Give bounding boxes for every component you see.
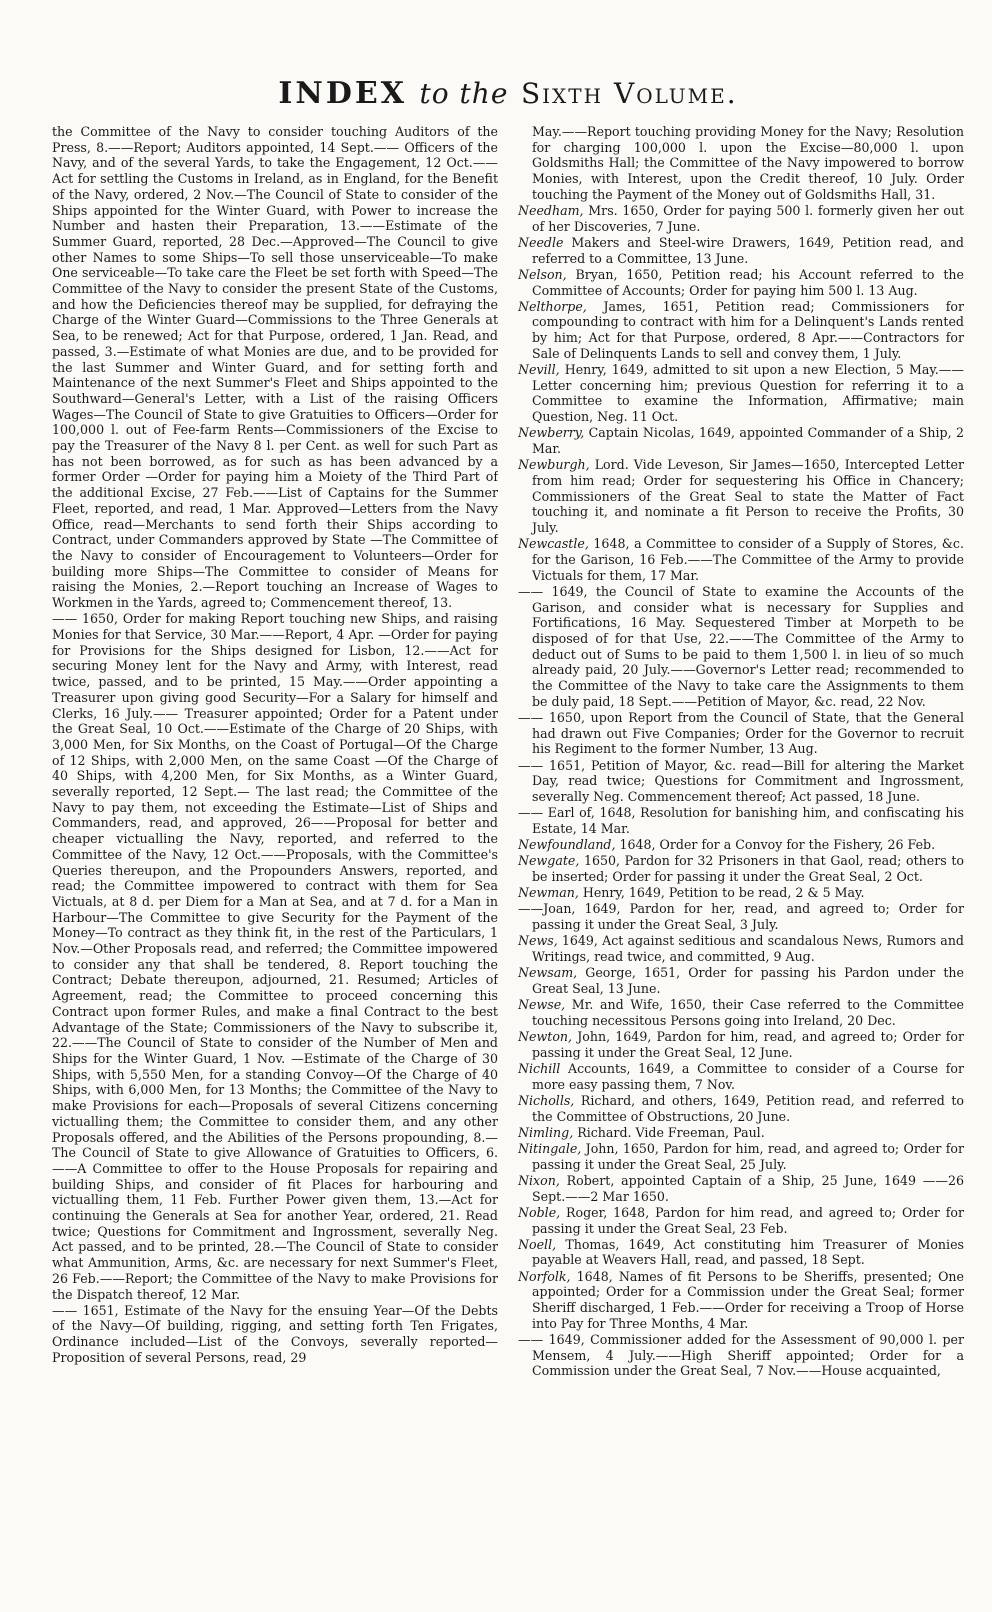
index-entry xyxy=(518,235,964,266)
header-to-the: to the xyxy=(419,77,509,110)
entry-text: —— 1650, upon Report from the Council of State, that the General had drawn out Five Companies; Order for the Governor to recruit his Regiment to the former Number, 13 Aug. xyxy=(518,710,964,757)
index-entry xyxy=(518,1173,964,1204)
entry-text: Robert, appointed Captain of a Ship, 25 June, 1649 ——26 Sept.——2 Mar 1650. xyxy=(532,1172,964,1204)
index-paragraph: —— 1650, Order for making Report touching new Ships, and raising Monies for that Service, 30 Mar.——Report, 4 Apr. —Order for paying for Provisions for the Ships designed for Lisbon, 12.——Act for securing Money lent for the Navy and Army, with Interest, read twice, passed, and to be printed, 15 May.——Order appointing a Treasurer upon giving good Security—For a Salary for himself and Clerks, 16 July.—— Treasurer appointed; Order for a Patent under the Great Seal, 10 Oct.——Estimate of the Charge of 20 Ships, with 3,000 Men, for Six Months, on the Coast of Portugal—Of the Charge of 12 Ships, with 2,000 Men, on the same Coast —Of the Charge of 40 Ships, with 4,200 Men, for Six Months, as a Winter Guard, severally reported, 12 Sept.— The last read; the Committee of the Navy to pay them, not exceeding the Estimate—List of Ships and Commanders, read, and approved, 26——Proposal for better and cheaper victualling the Navy, reported, and referred to the Committee of the Navy, 12 Oct.——Proposals, with the Committee's Queries thereupon, and the Propounders Answers, reported, and read; the Committee impowered to contract with them for Sea Victuals, at 8 d. per Diem for a Man at Sea, and at 7 d. for a Man in Harbour—The Committee to give Security for the Payment of the Money—To contract as they think fit, in the rest of the Particulars, 1 Nov.—Other Proposals read, and referred; the Committee impowered to consider any that shall be tendered, 8. Report touching the Contract; Debate thereupon, adjourned, 21. Resumed; Articles of Agreement, read; the Committee to proceed concerning this Contract upon former Rules, and make a final Contract to the best Advantage of the State; Commissioners of the Navy to subscribe it, 22.——The Council of State to consider of the Number of Men and Ships for the Winter Guard, 1 Nov. —Estimate of the Charge of 30 Ships, with 5,550 Men, for a standing Convoy—Of the Charge of 40 Ships, with 6,000 Men, for 13 Months; the Committee of the Navy to make Provisions for each—Proposals of several Citizens concerning victualling them; the Committee to consider them, and any other Proposals offered, and the Abilities of the Persons propounding, 8.—The Council of State to give Allowance of Gratuities to Officers, 6.——A Committee to offer to the House Proposals for repairing and building Ships, and consider of fit Places for harbouring and victualling them, 11 Feb. Further Power given them, 13.—Act for continuing the Generals at Sea for another Year, ordered, 21. Read twice; Questions for Commitment and Ingrossment, severally Neg. Act passed, and to be printed, 28.—The Council of State to consider what Ammunition, Arms, &c. are necessary for next Summer's Fleet, 26 Feb.——Report; the Committee of the Navy to make Provisions for the Dispatch thereof, 12 Mar. xyxy=(52,611,498,1302)
entry-text: 1648, Order for a Convoy for the Fishery, 26 Feb. xyxy=(615,837,936,853)
entry-text: Mr. and Wife, 1650, their Case referred to the Committee touching necessitous Persons going into Ireland, 20 Dec. xyxy=(532,997,964,1028)
entry-text: —— 1651, Petition of Mayor, &c. read—Bill for altering the Market Day, read twice; Questions for Commitment and Ingrossment, severally Neg. Commencement thereof; Act passed, 18 June. xyxy=(518,757,964,805)
page-header xyxy=(52,74,964,114)
index-entry xyxy=(518,1332,964,1379)
index-entry xyxy=(518,1125,964,1141)
index-entry xyxy=(518,267,964,298)
entry-text: Henry, 1649, admitted to sit upon a new Election, 5 May.——Letter concerning him; previous Question for referring it to a Committee to examine the Information, Affirmative; main Question, Neg. 11 Oct. xyxy=(532,362,964,425)
entry-text: Accounts, 1649, a Committee to consider of a Course for more easy passing them, 7 Nov. xyxy=(532,1060,964,1092)
index-entry xyxy=(518,457,964,536)
entry-headword: Newsam, xyxy=(518,965,578,981)
entry-headword: Nelson, xyxy=(518,266,567,282)
entry-text: John, 1649, Pardon for him, read, and agreed to; Order for passing it under the Great Seal, 12 June. xyxy=(532,1029,964,1060)
entry-headword: Nicholls, xyxy=(518,1092,575,1108)
index-entry xyxy=(518,885,964,901)
entry-text: 1650, Pardon for 32 Prisoners in that Gaol, read; others to be inserted; Order for passing it under the Great Seal, 2 Oct. xyxy=(532,853,964,885)
entry-text: Richard, and others, 1649, Petition read, and referred to the Committee of Obstructions, 20 June. xyxy=(532,1092,964,1124)
entry-text: —— 1649, Commissioner added for the Assessment of 90,000 l. per Mensem, 4 July.——High Sheriff appointed; Order for a Commission under the Great Seal, 7 Nov.——House acquainted, xyxy=(518,1331,964,1379)
entry-text: Thomas, 1649, Act constituting him Treasurer of Monies payable at Weavers Hall, read, and passed, 18 Sept. xyxy=(532,1236,964,1268)
index-entry xyxy=(518,1093,964,1124)
entry-text: Lord. Vide Leveson, Sir James—1650, Intercepted Letter from him read; Order for sequestering his Office in Chancery; Commissioners of the Great Seal to state the Matter of Fact touching it, and nominate a fit Person to receive the Profits, 30 July. xyxy=(532,457,964,536)
entry-text: Mrs. 1650, Order for paying 500 l. formerly given her out of her Discoveries, 7 June. xyxy=(532,203,964,234)
index-entry xyxy=(518,853,964,884)
entry-headword: Nevill, xyxy=(518,362,560,378)
index-entry xyxy=(518,997,964,1028)
index-entry xyxy=(518,362,964,425)
right-column xyxy=(518,124,964,1594)
index-entry xyxy=(518,1061,964,1092)
header-index: INDEX xyxy=(278,76,407,111)
entry-headword: Nichill xyxy=(518,1060,561,1076)
entry-headword: Noell, xyxy=(518,1236,557,1252)
index-entry xyxy=(518,536,964,583)
entry-headword: Nimling, xyxy=(518,1124,574,1140)
entry-text: James, 1651, Petition read; Commissioners for compounding to contract with him for a Delinquent's Lands rented by him; Act for that Purpose, ordered, 8 Apr.——Contractors for Sale of Delinquents Lands to sell and convey them, 1 July. xyxy=(532,298,964,361)
entry-headword: Nelthorpe, xyxy=(518,298,587,314)
entry-headword: Newman, xyxy=(518,885,579,901)
entry-headword: Needham, xyxy=(518,203,584,219)
entry-headword: News, xyxy=(518,933,558,949)
entry-headword: Nixon, xyxy=(518,1172,560,1188)
entry-text: Henry, 1649, Petition to be read, 2 & 5 May. xyxy=(578,885,865,901)
index-entry xyxy=(518,425,964,456)
entry-headword: Newton, xyxy=(518,1029,573,1045)
index-entry xyxy=(518,933,964,964)
index-paragraph: the Committee of the Navy to consider touching Auditors of the Press, 8.——Report; Auditors appointed, 14 Sept.—— Officers of the Navy, and of the several Yards, to take the Engagement, 12 Oct.——Act for settling the Customs in Ireland, as in England, for the Benefit of the Navy, ordered, 2 Nov.—The Council of State to consider of the Ships appointed for the Winter Guard, with Power to increase the Number and hasten their Preparation, 13.——Estimate of the Summer Guard, reported, 28 Dec.—Approved—The Council to give other Names to some Ships—To sell those unserviceable—To make One serviceable—To take care the Fleet be set forth with Speed—The Committee of the Navy to consider the present State of the Customs, and how the Deficiencies thereof may be supplied, for defraying the Charge of the Winter Guard—Commissions to the Three Generals at Sea, to be renewed; Act for that Purpose, ordered, 1 Jan. Read, and passed, 3.—Estimate of what Monies are due, and to be provided for the last Summer and Winter Guard, and for setting forth and Maintenance of the next Summer's Fleet and Ships appointed to the Southward—General's Letter, with a List of the raising Officers Wages—The Council of State to give Gratuities to Officers—Order for 100,000 l. out of Fee-farm Rents—Commissioners of the Excise to pay the Treasurer of the Navy 8 l. per Cent. as well for such Part as has not been borrowed, as for such as has been advanced by a former Order —Order for paying him a Moiety of the Third Part of the additional Excise, 27 Feb.——List of Captains for the Summer Fleet, reported, and read, 1 Mar. Approved—Letters from the Navy Office, read—Merchants to send forth their Ships according to Contract, under Commanders approved by State —The Committee of the Navy to consider of Encouragement to Volunteers—Order for building more Ships—The Committee to consider of Means for raising the Monies, 2.—Report touching an Increase of Wages to Workmen in the Yards, agreed to; Commencement thereof, 13. xyxy=(52,124,498,611)
left-column xyxy=(52,124,498,1594)
entry-text: 1649, Act against seditious and scandalous News, Rumors and Writings, read twice, and committed, 9 Aug. xyxy=(532,933,964,965)
entry-text: ——Joan, 1649, Pardon for her, read, and agreed to; Order for passing it under the Great Seal, 3 July. xyxy=(518,901,964,933)
entry-text: Roger, 1648, Pardon for him read, and agreed to; Order for passing it under the Great Seal, 23 Feb. xyxy=(532,1204,964,1236)
entry-headword: Norfolk, xyxy=(518,1268,571,1284)
index-entry xyxy=(518,901,964,932)
entry-headword: Newcastle, xyxy=(518,536,589,552)
index-entry xyxy=(518,299,964,362)
index-paragraph: —— 1651, Estimate of the Navy for the ensuing Year—Of the Debts of the Navy—Of building, rigging, and setting forth Ten Frigates, Ordinance included—List of the Convoys, severally reported—Proposition of several Persons, read, 29 xyxy=(52,1302,498,1365)
entry-text: John, 1650, Pardon for him, read, and agreed to; Order for passing it under the Great Seal, 25 July. xyxy=(532,1141,964,1172)
index-entry xyxy=(518,203,964,234)
entry-headword: Needle xyxy=(518,234,564,250)
entry-headword: Newburgh, xyxy=(518,457,590,473)
index-entry xyxy=(518,758,964,805)
entry-text: May.——Report touching providing Money for the Navy; Resolution for charging 100,000 l. upon the Excise—80,000 l. upon Goldsmiths Hall; the Committee of the Navy impowered to borrow Monies, with Interest, upon the Credit thereof, 10 July. Order touching the Payment of the Money out of Goldsmiths Hall, 31. xyxy=(532,124,964,202)
entry-headword: Newberry, xyxy=(518,425,585,441)
index-entry xyxy=(518,124,964,203)
entry-text: 1648, Names of fit Persons to be Sheriffs, presented; One appointed; Order for a Commission under the Great Seal; former Sheriff discharged, 1 Feb.——Order for receiving a Troop of Horse into Pay for Three Months, 4 Mar. xyxy=(532,1268,964,1331)
entry-text: Richard. Vide Freeman, Paul. xyxy=(573,1124,765,1140)
entry-text: —— 1649, the Council of State to examine the Accounts of the Garison, and consider what is necessary for Supplies and Fortifications, 16 May. Sequestered Timber at Morpeth to be disposed of for that Use, 22.——The Committee of the Army to deduct out of Sums to be paid to them 1,500 l. in lieu of so much already paid, 20 July.——Governor's Letter read; recommended to the Committee of the Navy to take care the Assignments to them be duly paid, 18 Sept.——Petition of Mayor, &c. read, 22 Nov. xyxy=(518,583,964,709)
header-volume: Sixth Volume. xyxy=(520,77,738,110)
entry-headword: Newse, xyxy=(518,997,566,1013)
index-columns xyxy=(52,124,964,1594)
index-entry xyxy=(518,965,964,996)
entry-headword: Nitingale, xyxy=(518,1141,582,1156)
entry-text: George, 1651, Order for passing his Pardon under the Great Seal, 13 June. xyxy=(532,965,964,996)
index-entry xyxy=(518,837,964,853)
entry-text: 1648, a Committee to consider of a Supply of Stores, &c. for the Garison, 16 Feb.——The Committee of the Army to provide Victuals for them, 17 Mar. xyxy=(532,536,964,583)
index-entry xyxy=(518,1205,964,1236)
entry-headword: Newfoundland, xyxy=(518,837,616,853)
entry-headword: Newgate, xyxy=(518,853,580,869)
index-entry xyxy=(518,1141,964,1172)
entry-text: Makers and Steel-wire Drawers, 1649, Petition read, and referred to a Committee, 13 June. xyxy=(532,234,964,266)
index-entry xyxy=(518,1237,964,1268)
index-entry xyxy=(518,1269,964,1332)
index-entry xyxy=(518,1029,964,1060)
index-entry xyxy=(518,805,964,836)
entry-text: Captain Nicolas, 1649, appointed Commander of a Ship, 2 Mar. xyxy=(532,425,964,457)
entry-text: —— Earl of, 1648, Resolution for banishing him, and confiscating his Estate, 14 Mar. xyxy=(518,805,964,836)
index-entry xyxy=(518,710,964,757)
entry-text: Bryan, 1650, Petition read; his Account referred to the Committee of Accounts; Order for paying him 500 l. 13 Aug. xyxy=(532,266,964,298)
entry-headword: Noble, xyxy=(518,1204,561,1220)
index-entry xyxy=(518,584,964,710)
